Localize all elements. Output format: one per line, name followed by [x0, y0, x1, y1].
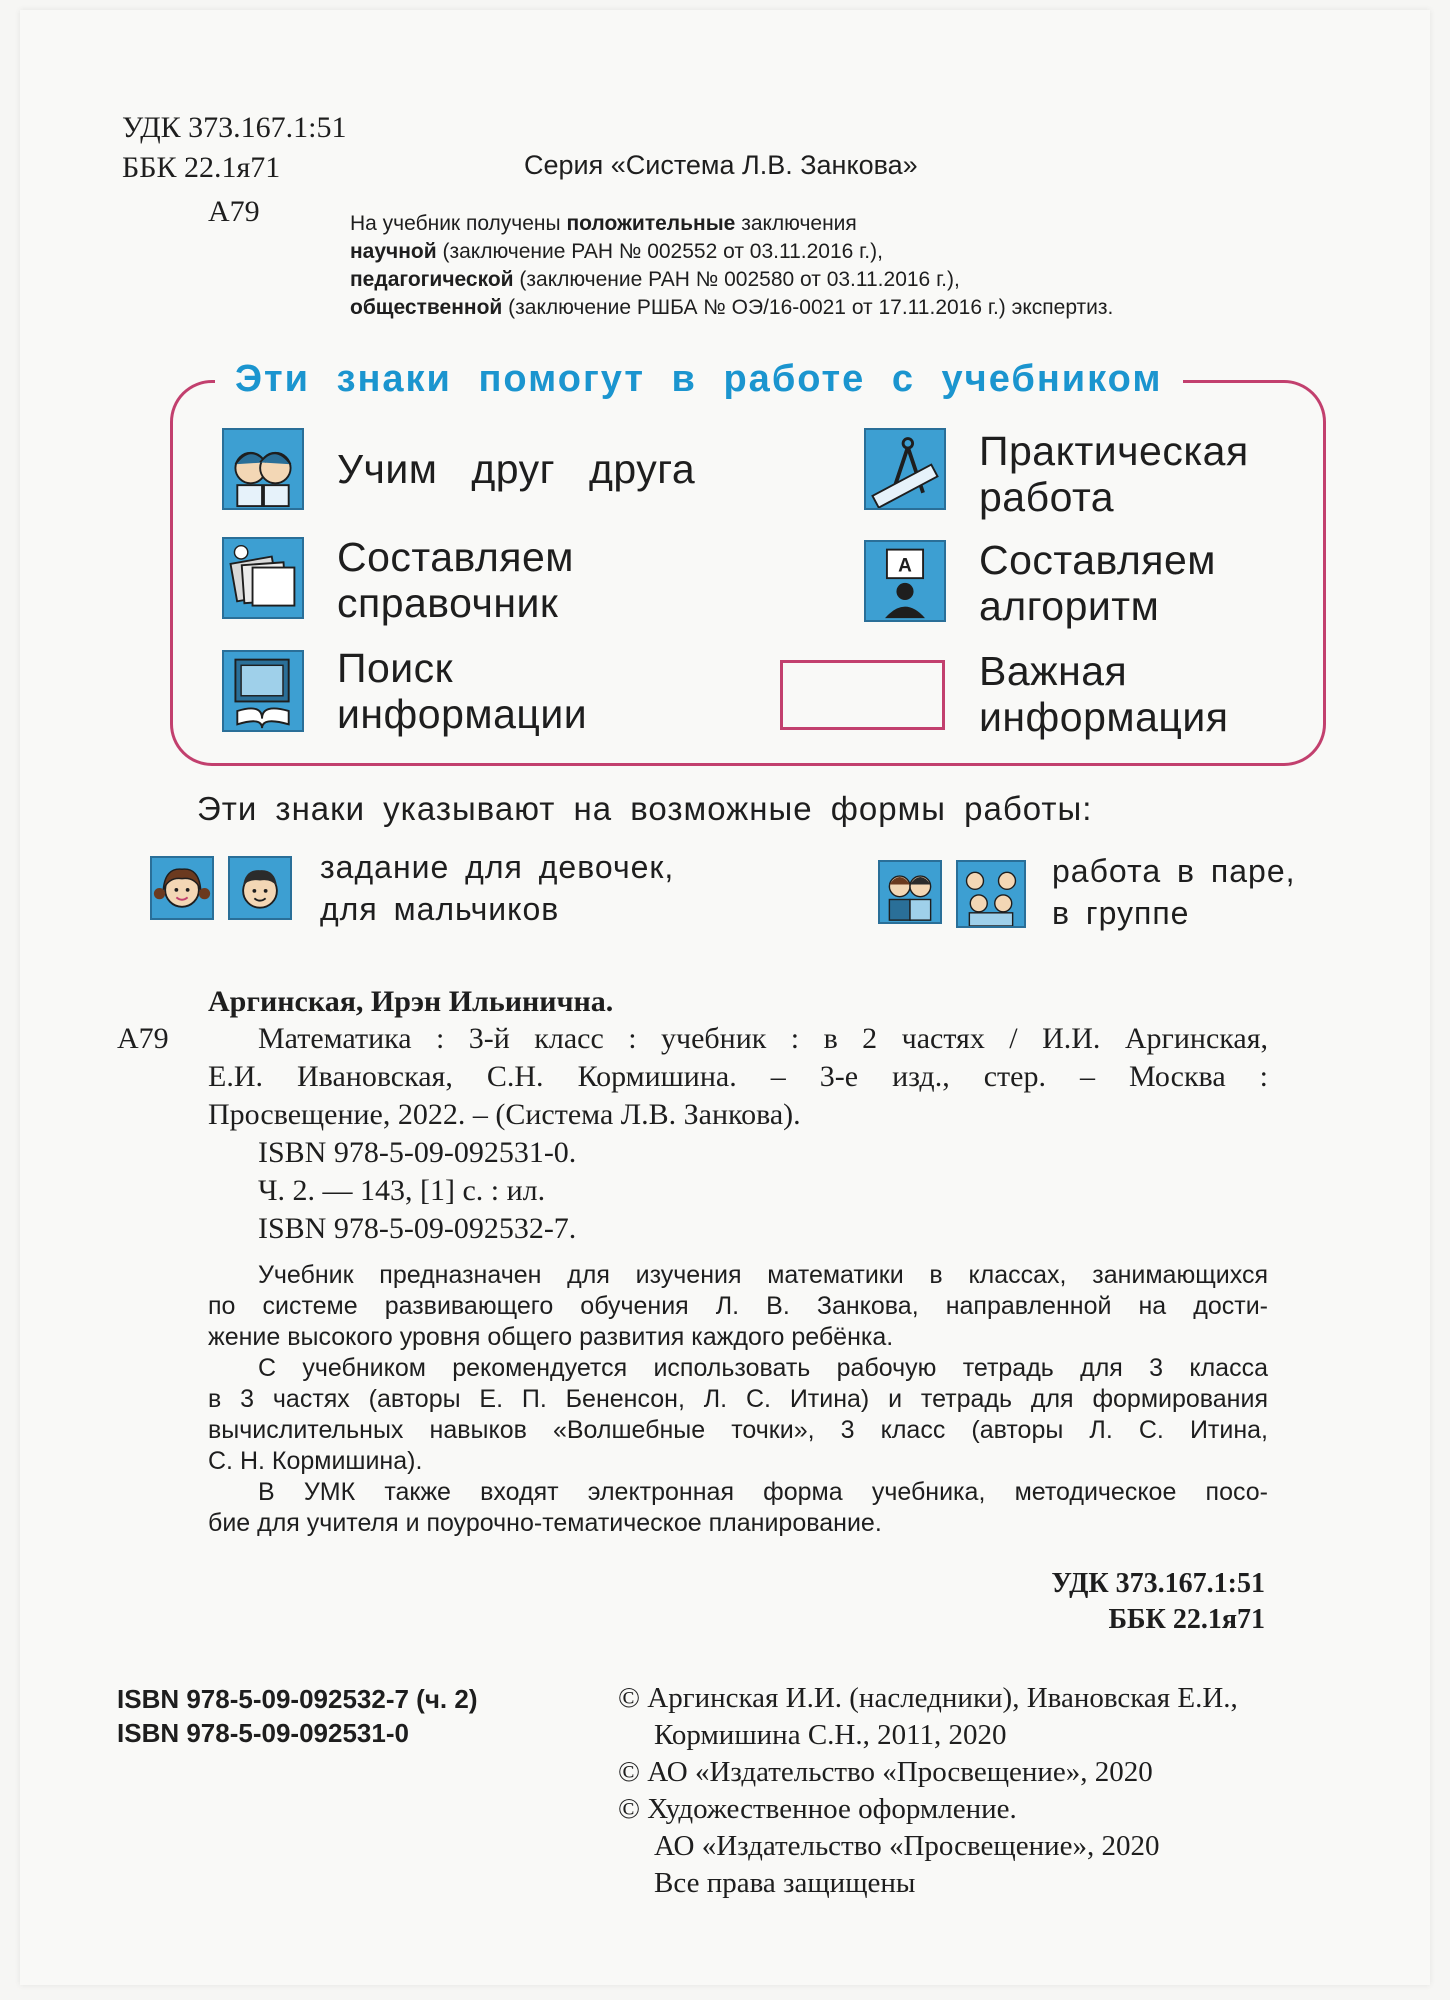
approval-line-3: педагогической (заключение РАН № 002580 от 03.11.2016 г.), — [350, 268, 960, 291]
sign-label-practical: Практическая работа — [979, 428, 1249, 520]
annotation: Учебник предназначен для изучения математики в классах, занимающихся по системе развивающего обучения Л. В. Занкова, направленной на дости- жение высокого уровня общего развития каждого ребёнка. С учебником рекомендуется использовать рабочую тетрадь для 3 класса в 3 частях (авторы Е. П. Бененсон, Л. С. Итина) и тетрадь для формирования вычислительных навыков «Волшебные точки», 3 класс (авторы Л. С. Итина, С. Н. Кормишина). В УМК также входят электронная форма учебника, методическое посо- бие для учителя и поурочно-тематическое планирование. — [208, 1261, 1268, 1537]
girls-boys-label: задание для девочек, для мальчиков — [320, 849, 675, 927]
computer-book-icon — [222, 650, 304, 732]
sign-label-important: Важная информация — [979, 648, 1229, 740]
boy-icon — [228, 856, 292, 920]
pair-group-label: работа в паре, в группе — [1052, 853, 1296, 931]
bib-code: А79 — [117, 1022, 169, 1055]
algorithm-board-icon — [864, 540, 946, 622]
udk-code: УДК 373.167.1:51 — [122, 111, 347, 144]
approval-block — [350, 210, 1350, 322]
sign-label-algorithm: Составляем алгоритм — [979, 537, 1216, 629]
two-faces-icon — [222, 428, 304, 510]
group-icon — [956, 860, 1026, 928]
approval-line-2: научной (заключение РАН № 002552 от 03.11.2016 г.), — [350, 240, 883, 263]
copyright-block: © Аргинская И.И. (наследники), Ивановская Е.И., Кормишина С.Н., 2011, 2020 © АО «Издательство «Просвещение», 2020 © Художественное оформление. АО «Издательство «Просвещение», 2020 Все права защищены — [618, 1682, 1238, 1899]
forms-heading: Эти знаки указывают на возможные формы работы: — [197, 790, 1093, 827]
pair-icon — [878, 860, 942, 924]
bib-author: Аргинская, Ирэн Ильинична. — [208, 985, 614, 1018]
bib-description-cont: Е.И. Ивановская, С.Н. Кормишина. – 3-е изд., стер. – Москва : Просвещение, 2022. – (Система Л.В. Занкова). — [208, 1060, 1268, 1131]
compass-ruler-icon — [864, 428, 946, 510]
bib-description: Математика : 3-й класс : учебник : в 2 частях / И.И. Аргинская, — [258, 1022, 1268, 1055]
approval-line-4: общественной (заключение РШБА № ОЭ/16-0021 от 17.11.2016 г.) экспертиз. — [350, 296, 1114, 319]
sign-label-search: Поиск информации — [337, 645, 588, 737]
bib-isbn-set: ISBN 978-5-09-092531-0. Ч. 2. — 143, [1] с. : ил. ISBN 978-5-09-092532-7. — [258, 1136, 577, 1245]
bbk-code: ББК 22.1я71 — [122, 151, 281, 184]
sign-label-teach: Учим друг друга — [337, 446, 696, 492]
sign-label-reference: Составляем справочник — [337, 534, 574, 626]
important-frame-icon — [780, 660, 945, 730]
girl-icon — [150, 856, 214, 920]
codes-right: УДК 373.167.1:51 ББК 22.1я71 — [1051, 1568, 1265, 1635]
isbn-block: ISBN 978-5-09-092532-7 (ч. 2) ISBN 978-5-09-092531-0 — [117, 1684, 478, 1748]
signs-title: Эти знаки помогут в работе с учебником — [215, 358, 1183, 401]
cards-icon — [222, 537, 304, 619]
series-title: Серия «Система Л.В. Занкова» — [524, 150, 918, 180]
svg-text:A: A — [898, 555, 912, 577]
approval-line-1: На учебник получены положительные заключения — [350, 212, 857, 235]
author-code: А79 — [208, 195, 260, 228]
